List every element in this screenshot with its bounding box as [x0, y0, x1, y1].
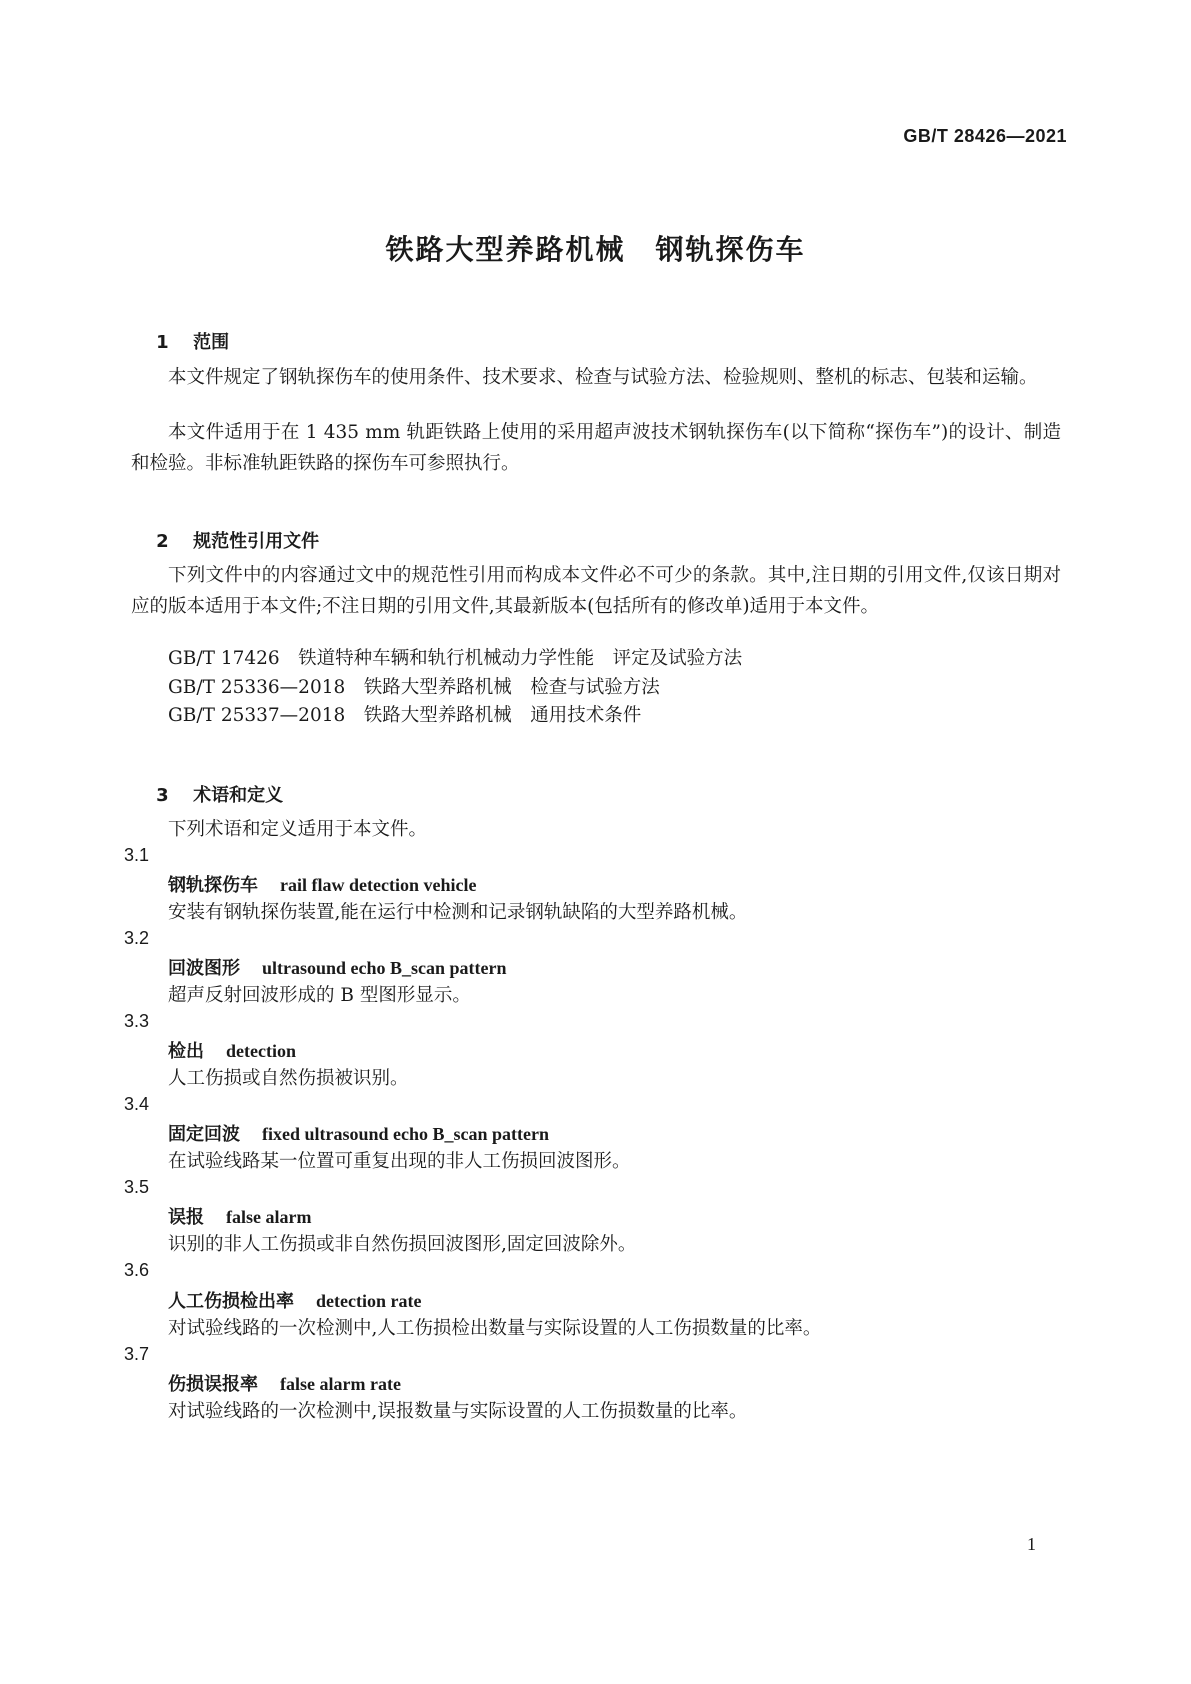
term-number: 3.2	[124, 928, 150, 948]
scope-paragraph-1: 本文件规定了钢轨探伤车的使用条件、技术要求、检查与试验方法、检验规则、整机的标志、包装和运输。	[168, 367, 1038, 388]
reference-item: GB/T 25336—2018 铁路大型养路机械 检查与试验方法	[168, 677, 660, 698]
document-title: 铁路大型养路机械 钢轨探伤车	[385, 233, 806, 266]
term-chinese: 伤损误报率	[168, 1374, 258, 1395]
section-title: 范围	[193, 332, 230, 353]
reference-item: GB/T 25337—2018 铁路大型养路机械 通用技术条件	[168, 705, 642, 726]
term-heading	[168, 954, 507, 980]
term-number: 3.5	[124, 1177, 150, 1197]
section-title: 规范性引用文件	[193, 531, 320, 552]
page-number: 1	[1027, 1534, 1036, 1554]
term-english: false alarm	[226, 1207, 312, 1227]
term-number: 3.6	[124, 1260, 150, 1280]
term-heading	[168, 1287, 421, 1313]
term-definition: 识别的非人工伤损或非自然伤损回波图形,固定回波除外。	[168, 1234, 637, 1255]
term-english: detection rate	[316, 1291, 422, 1311]
term-definition: 对试验线路的一次检测中,误报数量与实际设置的人工伤损数量的比率。	[168, 1401, 748, 1422]
term-number: 3.3	[124, 1011, 150, 1031]
term-english: ultrasound echo B_scan pattern	[262, 958, 507, 978]
standard-number: GB/T 28426—2021	[903, 126, 1067, 146]
term-english: fixed ultrasound echo B_scan pattern	[262, 1124, 550, 1144]
term-english: rail flaw detection vehicle	[280, 875, 477, 895]
terms-intro-paragraph: 下列术语和定义适用于本文件。	[168, 819, 428, 840]
term-number: 3.7	[124, 1344, 150, 1364]
term-definition: 超声反射回波形成的 B 型图形显示。	[168, 985, 471, 1006]
section-number: 3	[156, 785, 169, 806]
term-heading	[168, 1370, 401, 1396]
term-heading	[168, 871, 476, 897]
term-number: 3.1	[124, 845, 150, 865]
term-chinese: 固定回波	[168, 1124, 240, 1145]
reference-item: GB/T 17426 铁道特种车辆和轨行机械动力学性能 评定及试验方法	[168, 648, 743, 669]
term-number: 3.4	[124, 1094, 150, 1114]
term-chinese: 人工伤损检出率	[168, 1291, 294, 1312]
term-heading	[168, 1120, 549, 1146]
section-title: 术语和定义	[193, 785, 284, 806]
term-definition: 安装有钢轨探伤装置,能在运行中检测和记录钢轨缺陷的大型养路机械。	[168, 902, 748, 923]
term-heading	[168, 1037, 296, 1063]
scope-paragraph-2: 本文件适用于在 1 435 mm 轨距铁路上使用的采用超声波技术钢轨探伤车(以下简称“探伤车”)的设计、制造和检验。非标准轨距铁路的探伤车可参照执行。	[131, 422, 1061, 474]
references-intro-paragraph: 下列文件中的内容通过文中的规范性引用而构成本文件必不可少的条款。其中,注日期的引用文件,仅该日期对应的版本适用于本文件;不注日期的引用文件,其最新版本(包括所有的修改单)适用于本文件。	[131, 565, 1061, 617]
term-chinese: 检出	[168, 1041, 204, 1062]
section-number: 1	[156, 332, 169, 353]
term-definition: 人工伤损或自然伤损被识别。	[168, 1068, 409, 1089]
term-chinese: 误报	[168, 1207, 204, 1228]
term-chinese: 回波图形	[168, 958, 240, 979]
term-heading	[168, 1203, 311, 1229]
section-number: 2	[156, 531, 169, 552]
term-english: detection	[226, 1041, 296, 1061]
term-english: false alarm rate	[280, 1374, 401, 1394]
term-definition: 对试验线路的一次检测中,人工伤损检出数量与实际设置的人工伤损数量的比率。	[168, 1318, 822, 1339]
term-definition: 在试验线路某一位置可重复出现的非人工伤损回波图形。	[168, 1151, 631, 1172]
term-chinese: 钢轨探伤车	[168, 875, 258, 896]
